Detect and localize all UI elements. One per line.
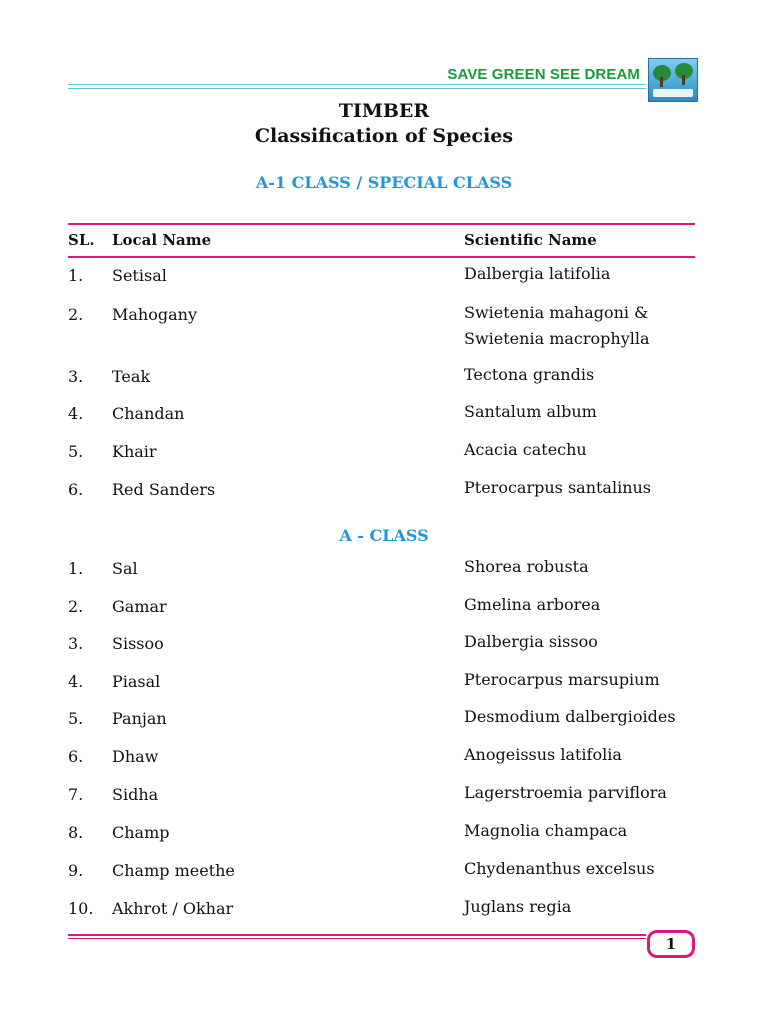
row-scientific-name: Swietenia mahagoni &: [464, 303, 649, 322]
row-scientific-name: Juglans regia: [464, 897, 572, 916]
column-header-sl: SL.: [68, 231, 95, 249]
row-sl-number: 1.: [68, 266, 84, 285]
section-heading-a1: A-1 CLASS / SPECIAL CLASS: [255, 173, 513, 192]
row-local-name: Gamar: [112, 597, 167, 616]
row-sl-number: 1.: [68, 559, 84, 578]
forest-logo-icon: [648, 58, 698, 102]
row-local-name: Setisal: [112, 266, 167, 285]
row-sl-number: 8.: [68, 823, 84, 842]
row-local-name: Mahogany: [112, 305, 197, 324]
section-heading-a: A - CLASS: [339, 526, 429, 545]
row-local-name: Dhaw: [112, 747, 159, 766]
row-sl-number: 9.: [68, 861, 84, 880]
row-sl-number: 4.: [68, 404, 84, 423]
row-local-name: Sal: [112, 559, 138, 578]
footer-rule: [68, 934, 646, 941]
row-scientific-name: Pterocarpus marsupium: [464, 670, 660, 689]
row-scientific-name: Chydenanthus excelsus: [464, 859, 655, 878]
row-scientific-name: Anogeissus latifolia: [464, 745, 622, 764]
row-sl-number: 5.: [68, 442, 84, 461]
column-header-scientific-name: Scientific Name: [464, 231, 597, 249]
header-rule: [68, 84, 646, 92]
row-scientific-name: Magnolia champaca: [464, 821, 628, 840]
row-sl-number: 5.: [68, 709, 84, 728]
row-local-name: Akhrot / Okhar: [112, 899, 234, 918]
row-scientific-name: Gmelina arborea: [464, 595, 601, 614]
row-scientific-name: Swietenia macrophylla: [464, 329, 650, 348]
row-local-name: Sissoo: [112, 634, 164, 653]
row-sl-number: 6.: [68, 480, 84, 499]
row-scientific-name: Acacia catechu: [464, 440, 587, 459]
column-header-local-name: Local Name: [112, 231, 212, 249]
row-scientific-name: Pterocarpus santalinus: [464, 478, 652, 497]
row-sl-number: 10.: [68, 899, 94, 918]
row-scientific-name: Shorea robusta: [464, 557, 589, 576]
row-sl-number: 3.: [68, 634, 84, 653]
row-scientific-name: Dalbergia sissoo: [464, 632, 598, 651]
row-scientific-name: Santalum album: [464, 402, 597, 421]
page-number: 1: [647, 930, 695, 958]
row-local-name: Khair: [112, 442, 157, 461]
row-sl-number: 4.: [68, 672, 84, 691]
table-top-rule: [68, 223, 695, 225]
row-local-name: Teak: [112, 367, 151, 386]
row-local-name: Piasal: [112, 672, 161, 691]
row-sl-number: 2.: [68, 597, 84, 616]
page-title: TIMBER: [338, 100, 430, 122]
row-sl-number: 2.: [68, 305, 84, 324]
row-local-name: Champ: [112, 823, 170, 842]
row-scientific-name: Lagerstroemia parviflora: [464, 783, 667, 802]
row-scientific-name: Dalbergia latifolia: [464, 264, 611, 283]
row-sl-number: 7.: [68, 785, 84, 804]
table-header-rule: [68, 256, 695, 258]
row-sl-number: 3.: [68, 367, 84, 386]
slogan: SAVE GREEN SEE DREAM: [447, 66, 640, 83]
page-subtitle: Classification of Species: [254, 125, 514, 147]
row-local-name: Sidha: [112, 785, 159, 804]
row-local-name: Champ meethe: [112, 861, 235, 880]
row-scientific-name: Desmodium dalbergioides: [464, 707, 676, 726]
row-local-name: Chandan: [112, 404, 185, 423]
row-local-name: Red Sanders: [112, 480, 216, 499]
row-scientific-name: Tectona grandis: [464, 365, 595, 384]
row-local-name: Panjan: [112, 709, 167, 728]
row-sl-number: 6.: [68, 747, 84, 766]
